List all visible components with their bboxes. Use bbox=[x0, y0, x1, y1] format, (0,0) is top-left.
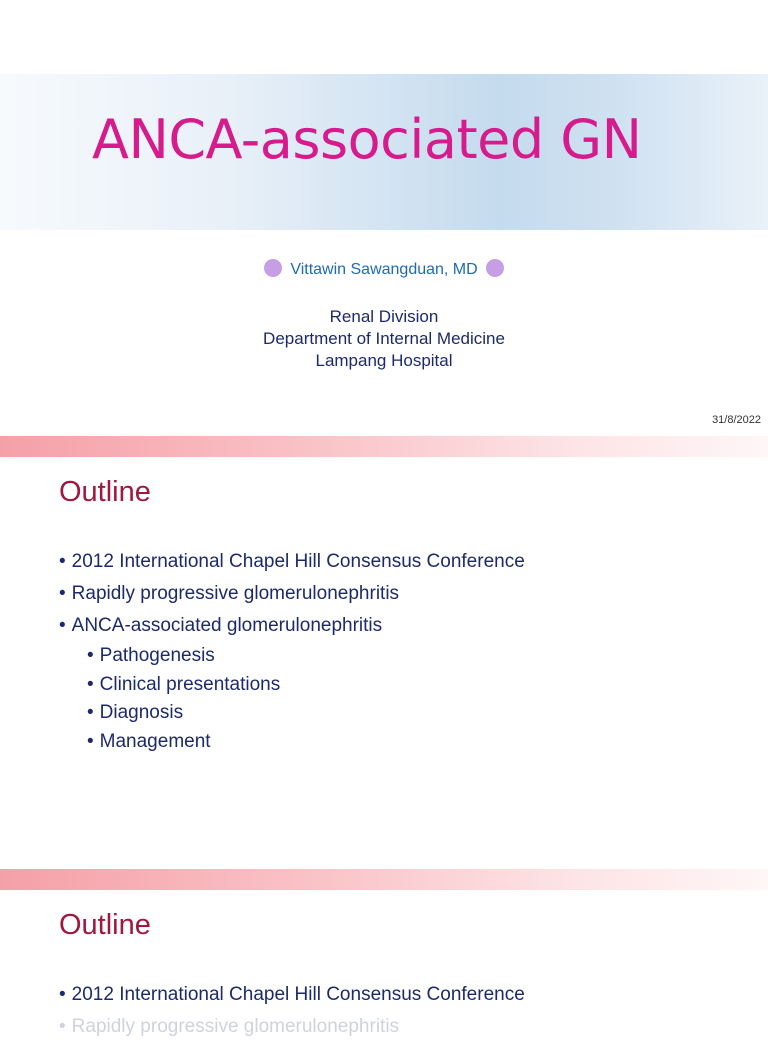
affiliation-line: Lampang Hospital bbox=[315, 351, 453, 370]
sub-list-item: • Diagnosis bbox=[87, 702, 184, 723]
bullet-dot-icon bbox=[264, 259, 282, 277]
list-item: • 2012 International Chapel Hill Consensus Conference bbox=[59, 551, 525, 572]
slide-title: ANCA-associated GN bbox=[92, 108, 642, 171]
slide-date: 31/8/2022 bbox=[712, 414, 761, 426]
outline-list bbox=[59, 546, 525, 756]
affiliation-line: Renal Division bbox=[329, 307, 439, 326]
sub-list-item: • Clinical presentations bbox=[87, 673, 281, 695]
list-item: • 2012 International Chapel Hill Consensus Conference bbox=[59, 984, 525, 1005]
author-row bbox=[0, 259, 768, 279]
slide-divider-band bbox=[0, 869, 768, 890]
list-item: • Rapidly progressive glomerulonephritis bbox=[59, 583, 400, 604]
list-item: • Rapidly progressive glomerulonephritis bbox=[59, 1016, 400, 1037]
affiliation-line: Department of Internal Medicine bbox=[263, 329, 505, 348]
bullet-dot-icon bbox=[486, 259, 504, 277]
outline-heading: Outline bbox=[59, 476, 151, 508]
slide-divider-band bbox=[0, 436, 768, 457]
affiliation bbox=[0, 306, 768, 372]
sub-list-item: • Pathogenesis bbox=[87, 645, 215, 666]
outline-list bbox=[59, 979, 525, 1043]
outline-heading: Outline bbox=[59, 909, 151, 941]
list-item: • ANCA-associated glomerulonephritis bbox=[59, 615, 383, 636]
title-slide bbox=[0, 0, 768, 436]
sub-list-item: • Management bbox=[87, 730, 211, 752]
author-name: Vittawin Sawangduan, MD bbox=[290, 261, 478, 278]
